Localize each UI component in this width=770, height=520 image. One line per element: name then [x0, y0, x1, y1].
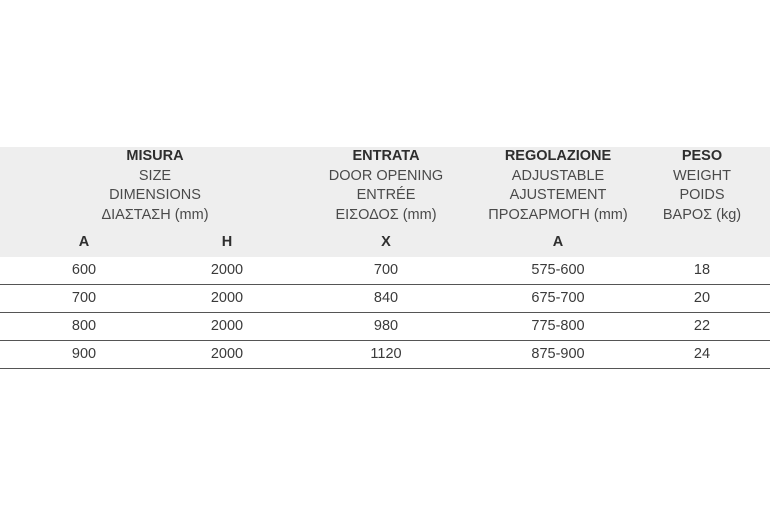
header-title: REGOLAZIONE — [504, 148, 612, 164]
cell-h: 2000 — [210, 346, 244, 362]
cell-x: 700 — [373, 262, 399, 278]
header-line: ΕΙΣΟΔΟΣ (mm) — [335, 206, 437, 223]
cell-weight: 18 — [693, 262, 711, 278]
cell-adjust: 675-700 — [531, 290, 585, 306]
cell-h: 2000 — [210, 262, 244, 278]
cell-x: 1120 — [370, 346, 402, 362]
subheader-a: A — [78, 234, 90, 250]
header-title: MISURA — [126, 148, 184, 164]
cell-h: 2000 — [210, 318, 244, 334]
header-door-opening — [296, 147, 476, 225]
header-line: ENTRÉE — [356, 187, 416, 203]
header-line: AJUSTEMENT — [509, 187, 607, 203]
header-size — [55, 147, 255, 225]
cell-x: 980 — [373, 318, 399, 334]
header-adjustable — [468, 147, 648, 225]
header-line: DIMENSIONS — [109, 187, 201, 203]
cell-x: 840 — [373, 290, 399, 306]
subheader-a-adjust: A — [552, 234, 564, 250]
header-title: PESO — [681, 148, 723, 164]
table-row — [0, 285, 770, 313]
header-line: POIDS — [679, 187, 725, 203]
header-line: WEIGHT — [673, 167, 731, 184]
header-line: ΠΡΟΣΑΡΜΟΓΗ (mm) — [488, 206, 628, 223]
header-line: ΒΑΡΟΣ (kg) — [662, 206, 742, 223]
subheader-x: X — [381, 234, 391, 250]
table-row — [0, 341, 770, 369]
table-row — [0, 257, 770, 285]
cell-a: 900 — [71, 346, 97, 362]
header-line: ADJUSTABLE — [511, 167, 605, 184]
header-line: DOOR OPENING — [328, 167, 444, 184]
subheader-h: H — [221, 234, 233, 250]
cell-weight: 22 — [693, 318, 711, 334]
cell-h: 2000 — [210, 290, 244, 306]
cell-adjust: 575-600 — [531, 262, 585, 278]
table-header — [0, 147, 770, 257]
cell-weight: 20 — [693, 290, 711, 306]
header-line: ΔΙΑΣΤΑΣΗ (mm) — [101, 206, 209, 223]
header-title: ENTRATA — [352, 148, 420, 164]
cell-weight: 24 — [693, 346, 711, 362]
dimensions-table — [0, 147, 770, 369]
cell-adjust: 775-800 — [531, 318, 585, 334]
cell-a: 700 — [71, 290, 97, 306]
cell-a: 600 — [71, 262, 97, 278]
header-weight — [642, 147, 762, 225]
table-row — [0, 313, 770, 341]
cell-a: 800 — [71, 318, 97, 334]
header-line: SIZE — [138, 167, 172, 184]
cell-adjust: 875-900 — [531, 346, 585, 362]
